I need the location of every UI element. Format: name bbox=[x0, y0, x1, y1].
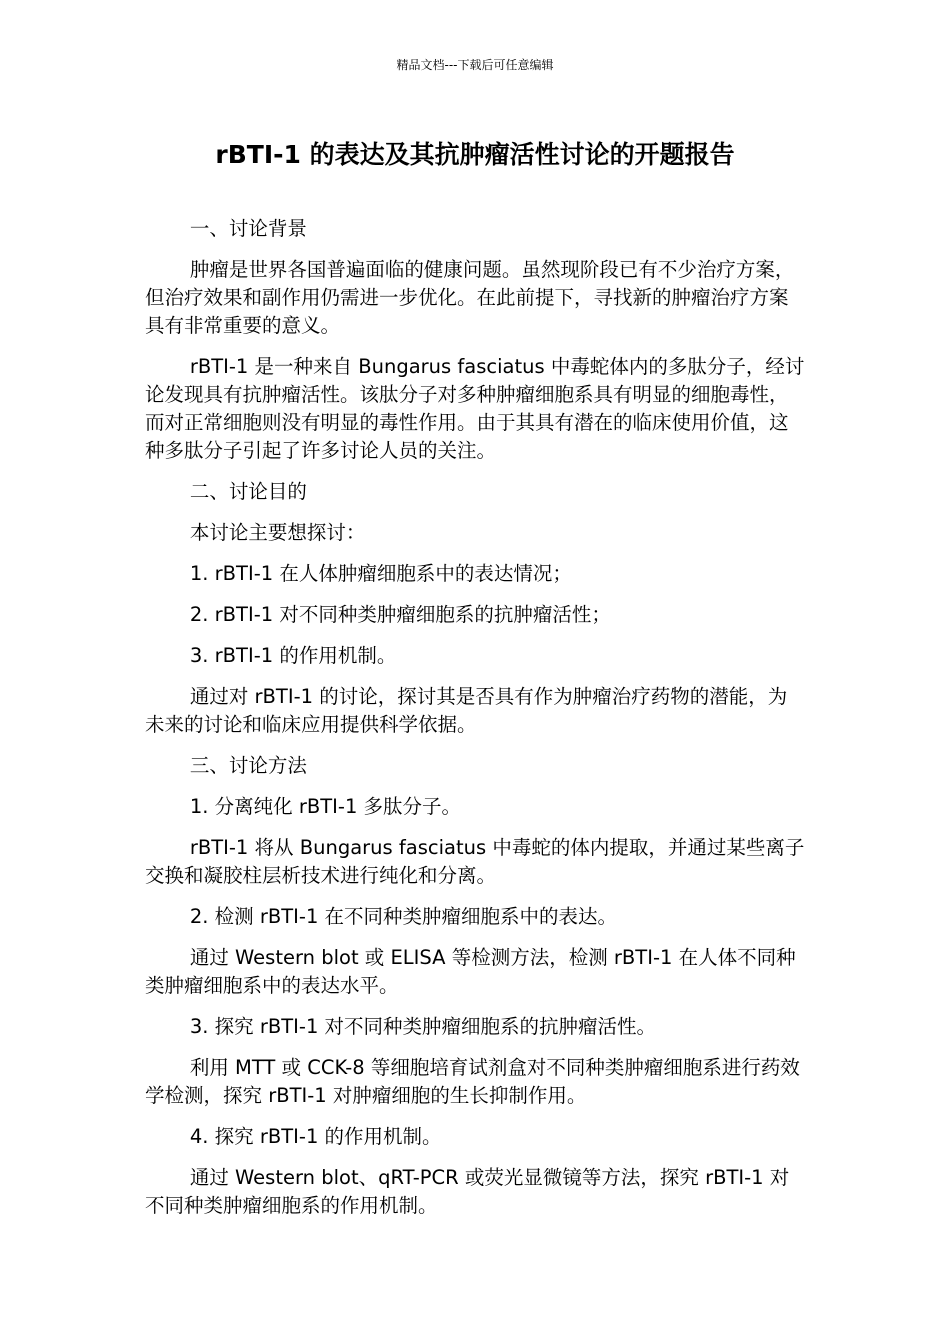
header-note: 精品文档---下载后可任意编辑 bbox=[396, 58, 554, 72]
list-item: 2. 检测 rBTI-1 在不同种类肿瘤细胞系中的表达。 bbox=[189, 905, 618, 928]
paragraph: 通过 Western blot 或 ELISA 等检测方法，检测 rBTI-1 在人体不同种类肿瘤细胞系中的表达水平。 bbox=[145, 946, 796, 997]
section-heading-methods: 三、讨论方法 bbox=[189, 754, 307, 777]
list-item: 1. 分离纯化 rBTI-1 多肽分子。 bbox=[189, 795, 462, 818]
section-heading-background: 一、讨论背景 bbox=[189, 217, 307, 240]
list-item: 2. rBTI-1 对不同种类肿瘤细胞系的抗肿瘤活性； bbox=[189, 603, 611, 626]
paragraph: rBTI-1 将从 Bungarus fasciatus 中毒蛇的体内提取，并通过某些离子交换和凝胶柱层析技术进行纯化和分离。 bbox=[145, 836, 805, 887]
paragraph: 本讨论主要想探讨： bbox=[189, 521, 366, 544]
paragraph: 通过 Western blot、qRT-PCR 或荧光显微镜等方法，探究 rBTI-1 对不同种类肿瘤细胞系的作用机制。 bbox=[145, 1166, 790, 1217]
paragraph: 利用 MTT 或 CCK-8 等细胞培育试剂盒对不同种类肿瘤细胞系进行药效学检测，探究 rBTI-1 对肿瘤细胞的生长抑制作用。 bbox=[145, 1056, 800, 1107]
paragraph: 通过对 rBTI-1 的讨论，探讨其是否具有作为肿瘤治疗药物的潜能，为未来的讨论和临床应用提供科学依据。 bbox=[145, 685, 788, 736]
list-item: 1. rBTI-1 在人体肿瘤细胞系中的表达情况； bbox=[189, 562, 572, 585]
list-item: 4. 探究 rBTI-1 的作用机制。 bbox=[189, 1125, 442, 1148]
paragraph: rBTI-1 是一种来自 Bungarus fasciatus 中毒蛇体内的多肽分子，经讨论发现具有抗肿瘤活性。该肽分子对多种肿瘤细胞系具有明显的细胞毒性，而对正常细胞则没有明显的毒性作用。由于其具有潜在的临床使用价值，这种多肽分子引起了许多讨论人员的关注。 bbox=[145, 355, 805, 462]
document-body bbox=[145, 215, 805, 1233]
section-heading-purpose: 二、讨论目的 bbox=[189, 480, 307, 503]
paragraph: 肿瘤是世界各国普遍面临的健康问题。虽然现阶段已有不少治疗方案，但治疗效果和副作用仍需进一步优化。在此前提下，寻找新的肿瘤治疗方案具有非常重要的意义。 bbox=[145, 258, 795, 337]
document-title: rBTI-1 的表达及其抗肿瘤活性讨论的开题报告 bbox=[215, 140, 735, 169]
list-item: 3. 探究 rBTI-1 对不同种类肿瘤细胞系的抗肿瘤活性。 bbox=[189, 1015, 657, 1038]
list-item: 3. rBTI-1 的作用机制。 bbox=[189, 644, 397, 667]
